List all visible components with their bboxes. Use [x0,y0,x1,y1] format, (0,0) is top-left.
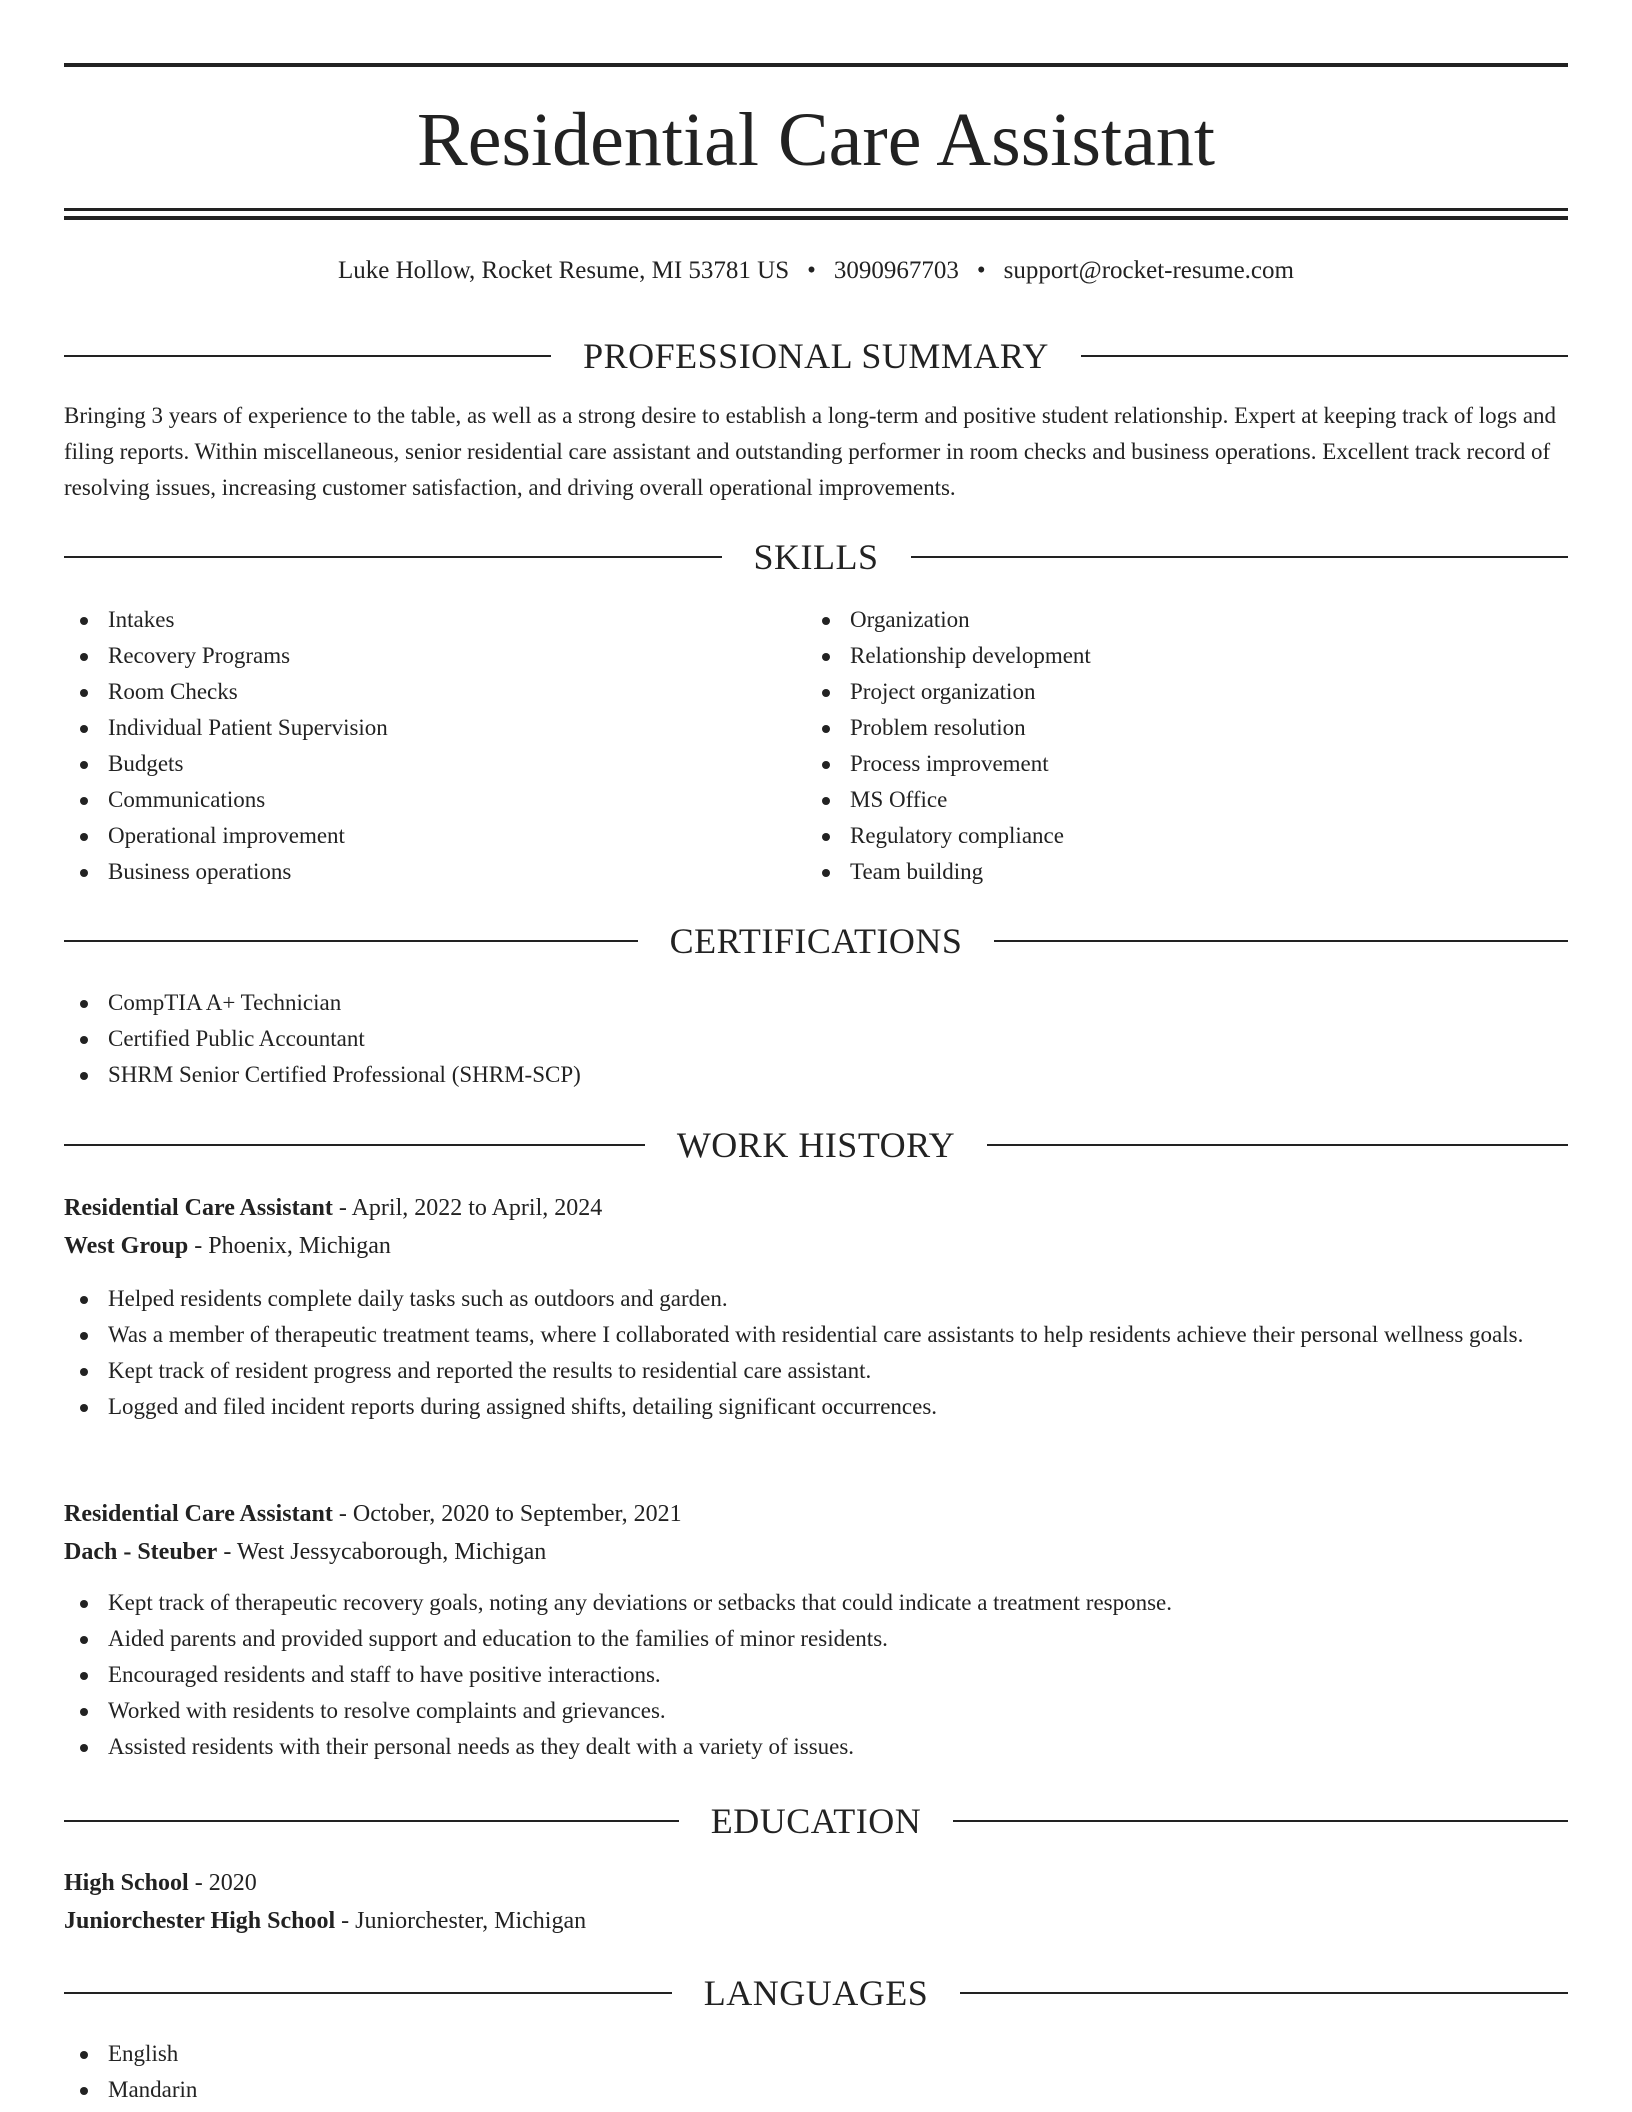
section-title: CERTIFICATIONS [669,921,963,961]
skill-item: Regulatory compliance [806,818,1546,854]
job-bullet: Encouraged residents and staff to have positive interactions. [64,1657,1568,1693]
education-entry [64,1864,1568,1940]
summary-text: Bringing 3 years of experience to the table, as well as a strong desire to establish a long-term and positive student relationship. Expert at keeping track of logs and filing reports. Within miscellaneous, senior residential care assistant and outstanding performer in room checks and business operations. Excellent track record of resolving issues, increasing customer satisfaction, and driving overall operational improvements. [64,403,1557,500]
job-title-line [64,1495,1568,1533]
certification-item: SHRM Senior Certified Professional (SHRM-SCP) [64,1057,1568,1093]
language-item: Mandarin [64,2072,1568,2108]
skill-item: Individual Patient Supervision [64,710,804,746]
job-company-line [64,1533,1568,1571]
languages-list [64,2036,1568,2108]
education-year: - 2020 [188,1870,257,1896]
contact-email[interactable]: support@rocket-resume.com [1003,257,1294,284]
education-school: Juniorchester High School [64,1908,336,1934]
contact-separator: • [976,257,986,284]
skill-item: Recovery Programs [64,638,804,674]
skill-item: Organization [806,602,1546,638]
certification-item: Certified Public Accountant [64,1021,1568,1057]
section-heading-education [64,1799,1568,1843]
skills-list-left [64,602,804,890]
section-heading-work [64,1123,1568,1167]
skill-item: Operational improvement [64,818,804,854]
heading-rule [64,940,638,942]
contact-phone: 3090967703 [833,257,959,284]
job-bullet: Kept track of resident progress and reported the results to residential care assistant. [64,1353,1568,1389]
section-title: SKILLS [753,537,879,577]
section-title: PROFESSIONAL SUMMARY [583,336,1049,376]
resume-title: Residential Care Assistant [417,98,1215,182]
skill-item: Communications [64,782,804,818]
heading-rule [960,1992,1568,1994]
heading-rule [1081,355,1568,357]
section-title: EDUCATION [710,1801,922,1841]
heading-rule [64,1992,672,1994]
heading-rule [64,355,551,357]
section-title: LANGUAGES [703,1973,929,2013]
certification-item: CompTIA A+ Technician [64,985,1568,1021]
language-item: English [64,2036,1568,2072]
job-bullet: Was a member of therapeutic treatment teams, where I collaborated with residential care assistants to help residents achieve their personal wellness goals. [64,1317,1568,1353]
job-title-line [64,1189,1568,1227]
heading-rule [953,1820,1568,1822]
certifications-list [64,985,1568,1093]
job-title: Residential Care Assistant [64,1501,333,1527]
job-bullets [64,1585,1568,1765]
job-bullet: Logged and filed incident reports during assigned shifts, detailing significant occurrences. [64,1389,1568,1425]
contact-separator: • [807,257,816,284]
skill-item: Budgets [64,746,804,782]
heading-rule [911,556,1569,558]
heading-rule [64,1820,679,1822]
section-heading-skills [64,535,1568,579]
skill-item: Relationship development [806,638,1546,674]
skill-item: Room Checks [64,674,804,710]
header-top-rule [64,63,1568,67]
job-location: - Phoenix, Michigan [188,1233,391,1259]
skill-item: Team building [806,854,1546,890]
education-location: - Juniorchester, Michigan [335,1908,587,1934]
job-bullet: Kept track of therapeutic recovery goals, noting any deviations or setbacks that could indicate a treatment response. [64,1585,1568,1621]
contact-line [64,254,1568,288]
section-heading-languages [64,1971,1568,2015]
skill-item: Problem resolution [806,710,1546,746]
job-bullet: Assisted residents with their personal needs as they dealt with a variety of issues. [64,1729,1568,1765]
job-location: - West Jessycaborough, Michigan [217,1539,547,1565]
heading-rule [64,1144,645,1146]
heading-rule [994,940,1568,942]
job-entry [64,1495,1568,1765]
job-company-line [64,1227,1568,1265]
job-company: Dach - Steuber [64,1539,218,1565]
job-title: Residential Care Assistant [64,1195,333,1221]
job-dates: - April, 2022 to April, 2024 [332,1195,603,1221]
job-dates: - October, 2020 to September, 2021 [332,1501,682,1527]
section-heading-summary [64,334,1568,378]
job-bullet: Helped residents complete daily tasks such as outdoors and garden. [64,1281,1568,1317]
job-bullet: Aided parents and provided support and education to the families of minor residents. [64,1621,1568,1657]
skill-item: Project organization [806,674,1546,710]
header-double-rule [64,208,1568,220]
job-bullets [64,1281,1568,1425]
skills-list-right [806,602,1546,890]
section-heading-certifications [64,919,1568,963]
education-school-line [64,1902,1568,1940]
heading-rule [987,1144,1568,1146]
section-title: WORK HISTORY [676,1125,956,1165]
heading-rule [64,556,722,558]
education-degree: High School [64,1870,189,1896]
job-entry [64,1189,1568,1425]
contact-address: Luke Hollow, Rocket Resume, MI 53781 US [338,257,790,284]
education-degree-line [64,1864,1568,1902]
job-bullet: Worked with residents to resolve complaints and grievances. [64,1693,1568,1729]
skill-item: Intakes [64,602,804,638]
job-company: West Group [64,1233,189,1259]
skill-item: Process improvement [806,746,1546,782]
skill-item: MS Office [806,782,1546,818]
skill-item: Business operations [64,854,804,890]
